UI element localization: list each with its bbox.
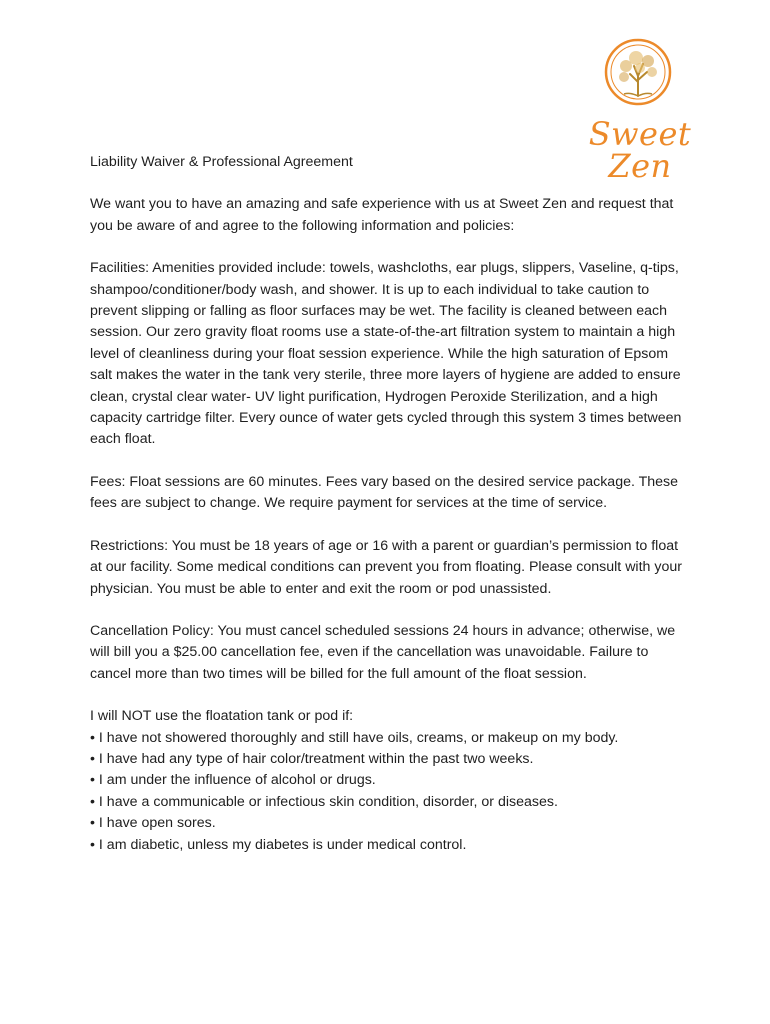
list-item: • I have had any type of hair color/treatment within the past two weeks.	[90, 749, 690, 770]
not-use-list	[90, 728, 690, 856]
list-item: • I am diabetic, unless my diabetes is under medical control.	[90, 835, 690, 856]
brand-wordmark: Sweet Zen	[588, 115, 692, 185]
not-use-section	[90, 706, 690, 856]
list-item: • I have not showered thoroughly and still have oils, creams, or makeup on my body.	[90, 728, 690, 749]
list-item: • I have a communicable or infectious skin condition, disorder, or diseases.	[90, 792, 690, 813]
facilities-paragraph: Facilities: Amenities provided include: towels, washcloths, ear plugs, slippers, Vaseline, q-tips, shampoo/conditioner/body wash, and shower. It is up to each individual to take caution to prevent slipping or falling as floor surfaces may be wet. The facility is cleaned between each session. Our zero gravity float rooms use a state-of-the-art filtration system to maintain a high level of cleanliness during your float session experience. While the high saturation of Epsom salt makes the water in the tank very sterile, three more layers of hygiene are added to ensure clean, crystal clear water- UV light purification, Hydrogen Peroxide Sterilization, and a high capacity cartridge filter. Every ounce of water gets cycled through this system 3 times between each float.	[90, 260, 682, 448]
fees-paragraph: Fees: Float sessions are 60 minutes. Fees vary based on the desired service package. These fees are subject to change. We require payment for services at the time of service.	[90, 473, 679, 512]
cancellation-paragraph: Cancellation Policy: You must cancel scheduled sessions 24 hours in advance; otherwise, we will bill you a $25.00 cancellation fee, even if the cancellation was unavoidable. Failure to cancel more than two times will be billed for the full amount of the float session.	[90, 622, 676, 682]
waiver-document	[90, 152, 690, 856]
list-item: • I am under the influence of alcohol or drugs.	[90, 770, 690, 791]
not-use-heading: I will NOT use the floatation tank or pod if:	[90, 708, 354, 725]
brand-logo	[550, 30, 730, 185]
intro-paragraph: We want you to have an amazing and safe experience with us at Sweet Zen and request that you be aware of and agree to the following information and policies:	[90, 196, 674, 234]
list-item: • I have open sores.	[90, 813, 690, 834]
document-title: Liability Waiver & Professional Agreement	[90, 154, 353, 170]
restrictions-paragraph: Restrictions: You must be 18 years of age or 16 with a parent or guardian’s permission to float at our facility. Some medical conditions can prevent you from floating. Please consult with your physician. You must be able to enter and exit the room or pod unassisted.	[90, 537, 682, 597]
tree-emblem-icon	[550, 30, 730, 120]
